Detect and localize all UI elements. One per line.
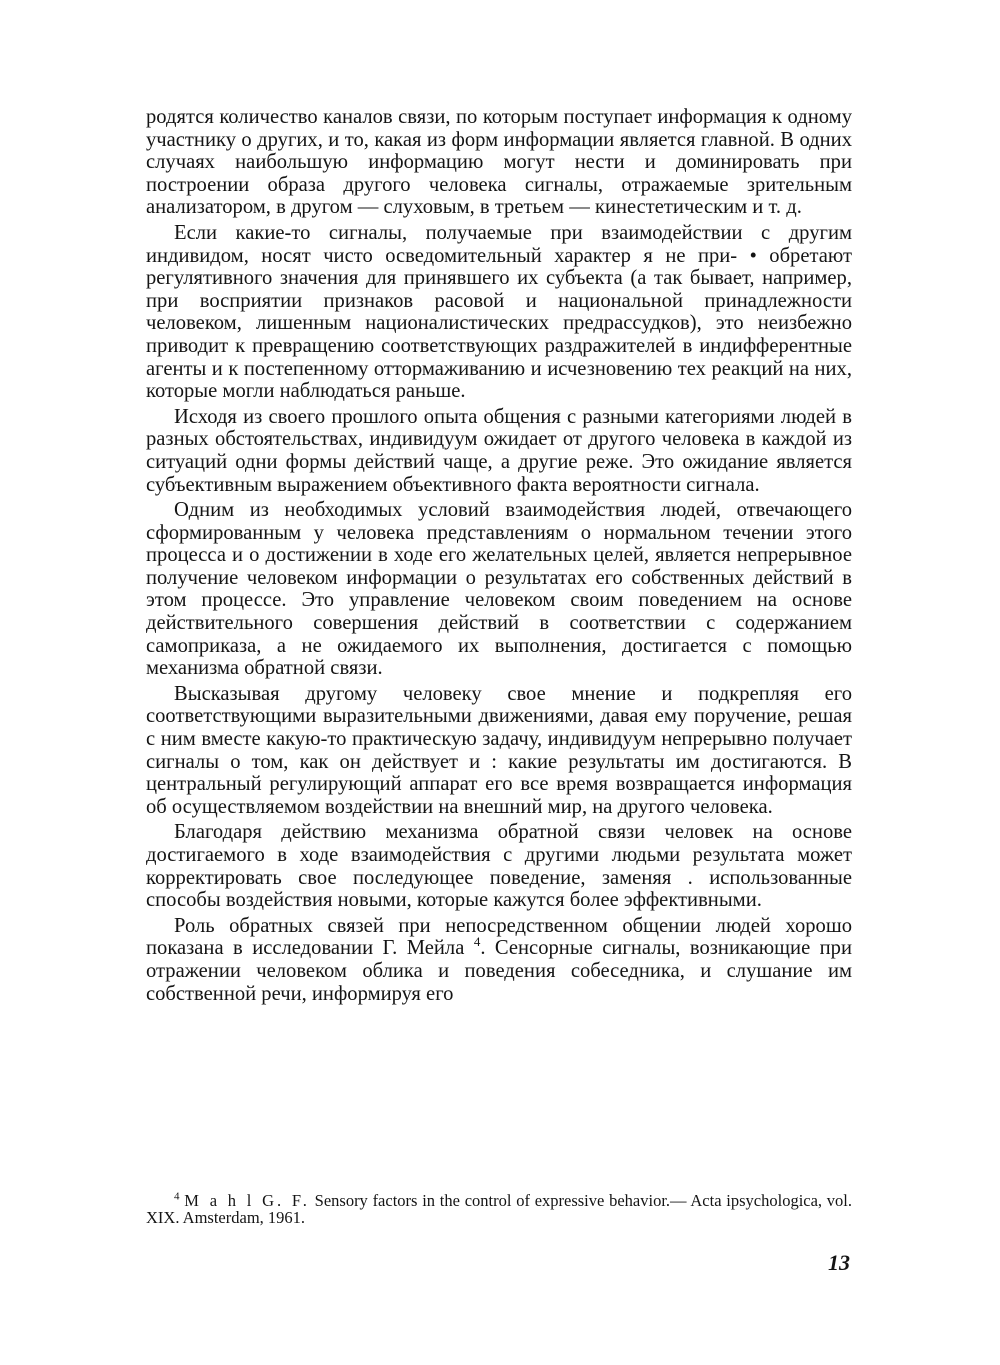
paragraph-1: родятся количество каналов связи, по которым поступает информация к одному участнику о других, и то, какая из форм информации является главной. В одних случаях наибольшую информацию могут нести и доминировать при построении образа другого человека сигналы, отражаемые зрительным анализатором, в другом — слуховым, в третьем — кинестетическим и т. д. <box>146 106 852 219</box>
page-number: 13 <box>828 1250 850 1275</box>
paragraph-6: Благодаря действию механизма обратной связи человек на основе достигаемого в ходе взаимодействия с другими людьми результата может корректировать свое последующее поведение, заменяя . использованные способы воздействия новыми, которые кажутся более эффективными. <box>146 821 852 912</box>
footnote-mark: 4 <box>174 1190 180 1203</box>
paragraph-2: Если какие-то сигналы, получаемые при взаимодействии с другим индивидом, носят чисто осведомительный характер я не при- • обретают регулятивного значения для принявшего их субъекта (а так бывает, например, при восприятии признаков расовой и национальной принадлежности человеком, лишенным националистических предрассудков), это неизбежно приводит к превращению соответствующих раздражителей в индифферентные агенты и к постепенному оттормаживанию и исчезновению тех реакций на них, которые могли наблюдаться раньше. <box>146 221 852 403</box>
paragraph-3: Исходя из своего прошлого опыта общения с разными категориями людей в разных обстоятельствах, индивидуум ожидает от другого человека в каждой из ситуаций одни формы действий чаще, а другие реже. Это ожидание является субъективным выражением объективного факта вероятности сигнала. <box>146 405 852 496</box>
paragraph-7-text-start: Роль обратных связей при непосредственном общении людей хорошо показана в исследовании Г. Мейла <box>146 914 852 960</box>
paragraph-5: Высказывая другому человеку свое мнение и подкрепляя его соответствующими выразительными движениями, давая ему поручение, решая с ним вместе какую-то практическую задачу, индивидуум непрерывно получает сигналы о том, как он действует и : какие результаты им достигаются. В центральный регулирующий аппарат его все время возвращается информация об осуществляемом воздействии на внешний мир, на другого человека. <box>146 682 852 818</box>
page-body <box>146 106 852 1008</box>
paragraph-7 <box>146 915 852 1005</box>
paragraph-4: Одним из необходимых условий взаимодействия людей, отвечающего сформированным у человека представлениям о нормальном течении этого процесса и о достижении в ходе его желательных целей, является непрерывное получение человеком информации о результатах его собственных действий в этом процессе. Это управление человеком своим поведением на основе действительного совершения действий в соответствии с содержанием самоприказа, а не ожидаемого их выполнения, достигается с помощью механизма обратной связи. <box>146 499 852 680</box>
footnote-reference[interactable]: 4 <box>473 934 481 950</box>
paragraph-7-text-end: . Сенсорные сигналы, возникающие при отражении человеком облика и поведения собеседника, и слушание им собственной речи, информируя его <box>146 937 852 1005</box>
footnote <box>146 1192 852 1226</box>
footnote-author: M a h l G. F. <box>184 1191 310 1210</box>
footnote-text: Sensory factors in the control of expressive behavior.— Acta ipsychologica, vol. XIX. Amsterdam, 1961. <box>146 1191 853 1227</box>
